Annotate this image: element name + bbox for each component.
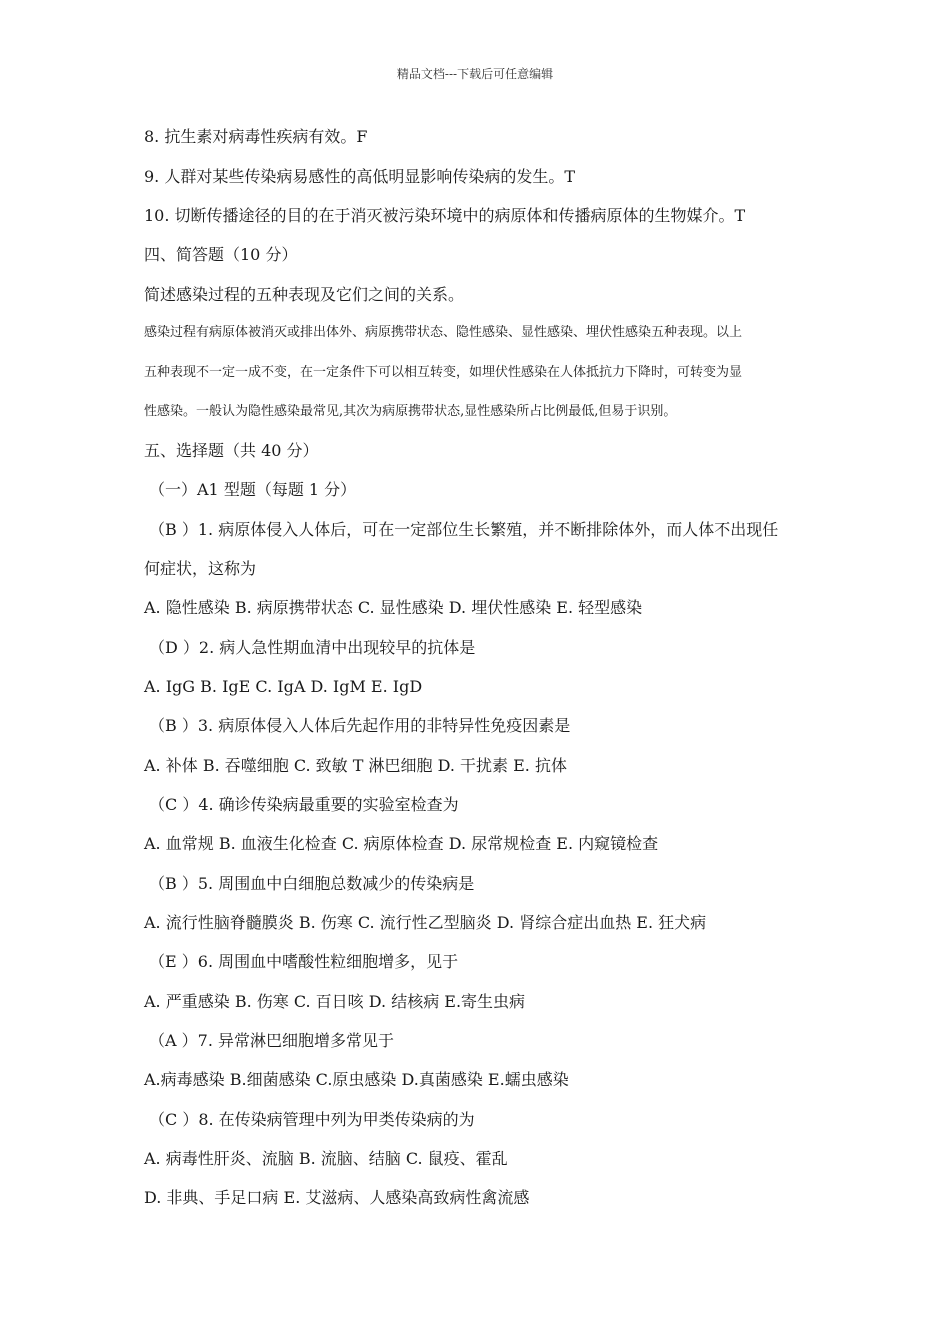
question-2-options: A. IgG B. IgE C. IgA D. IgM E. IgD: [144, 677, 423, 696]
question-6-options: A. 严重感染 B. 伤寒 C. 百日咳 D. 结核病 E.寄生虫病: [144, 992, 526, 1011]
question-1-options: A. 隐性感染 B. 病原携带状态 C. 显性感染 D. 埋伏性感染 E. 轻型感染: [144, 598, 643, 617]
short-answer-text-line-3: 性感染。一般认为隐性感染最常见,其次为病原携带状态,显性感染所占比例最低,但易于识别。: [144, 404, 677, 419]
answer-item-9: 9. 人群对某些传染病易感性的高低明显影响传染病的发生。T: [144, 167, 576, 186]
short-answer-text-line-2: 五种表现不一定一成不变，在一定条件下可以相互转变，如埋伏性感染在人体抵抗力下降时，可转变为显: [144, 365, 743, 380]
question-5-options: A. 流行性脑脊髓膜炎 B. 伤寒 C. 流行性乙型脑炎 D. 肾综合症出血热 E. 狂犬病: [144, 913, 707, 932]
answer-item-8: 8. 抗生素对病毒性疾病有效。F: [144, 127, 368, 146]
subsection-heading-a1: （一）A1 型题（每题 1 分）: [149, 480, 357, 499]
answer-item-10: 10. 切断传播途径的目的在于消灭被污染环境中的病原体和传播病原体的生物媒介。T: [144, 206, 746, 225]
question-7-stem: （A ）7. 异常淋巴细胞增多常见于: [149, 1031, 394, 1050]
question-5-stem: （B ）5. 周围血中白细胞总数减少的传染病是: [149, 874, 475, 893]
question-4-stem: （C ）4. 确诊传染病最重要的实验室检查为: [149, 795, 459, 814]
page-header: 精品文档---下载后可任意编辑: [396, 67, 554, 81]
section-heading-multiple-choice: 五、选择题（共 40 分）: [144, 441, 319, 460]
question-8-options-line-2: D. 非典、手足口病 E. 艾滋病、人感染高致病性禽流感: [144, 1188, 530, 1207]
short-answer-text-line-1: 感染过程有病原体被消灭或排出体外、病原携带状态、隐性感染、显性感染、埋伏性感染五种表现。以上: [144, 325, 743, 340]
question-7-options: A.病毒感染 B.细菌感染 C.原虫感染 D.真菌感染 E.蠕虫感染: [144, 1070, 569, 1089]
short-answer-question: 简述感染过程的五种表现及它们之间的关系。: [144, 285, 465, 304]
question-1-stem-cont: 何症状，这称为: [144, 559, 257, 578]
question-8-options-line-1: A. 病毒性肝炎、流脑 B. 流脑、结脑 C. 鼠疫、霍乱: [144, 1149, 508, 1168]
question-6-stem: （E ）6. 周围血中嗜酸性粒细胞增多，见于: [149, 952, 459, 971]
question-2-stem: （D ）2. 病人急性期血清中出现较早的抗体是: [149, 638, 476, 657]
question-4-options: A. 血常规 B. 血液生化检查 C. 病原体检查 D. 尿常规检查 E. 内窥镜检查: [144, 834, 659, 853]
question-3-stem: （B ）3. 病原体侵入人体后先起作用的非特异性免疫因素是: [149, 716, 571, 735]
question-1-stem: （B ）1. 病原体侵入人体后，可在一定部位生长繁殖，并不断排除体外，而人体不出现任: [149, 520, 779, 539]
section-heading-short-answer: 四、简答题（10 分）: [144, 245, 298, 264]
question-8-stem: （C ）8. 在传染病管理中列为甲类传染病的为: [149, 1110, 475, 1129]
question-3-options: A. 补体 B. 吞噬细胞 C. 致敏 T 淋巴细胞 D. 干扰素 E. 抗体: [144, 756, 567, 775]
